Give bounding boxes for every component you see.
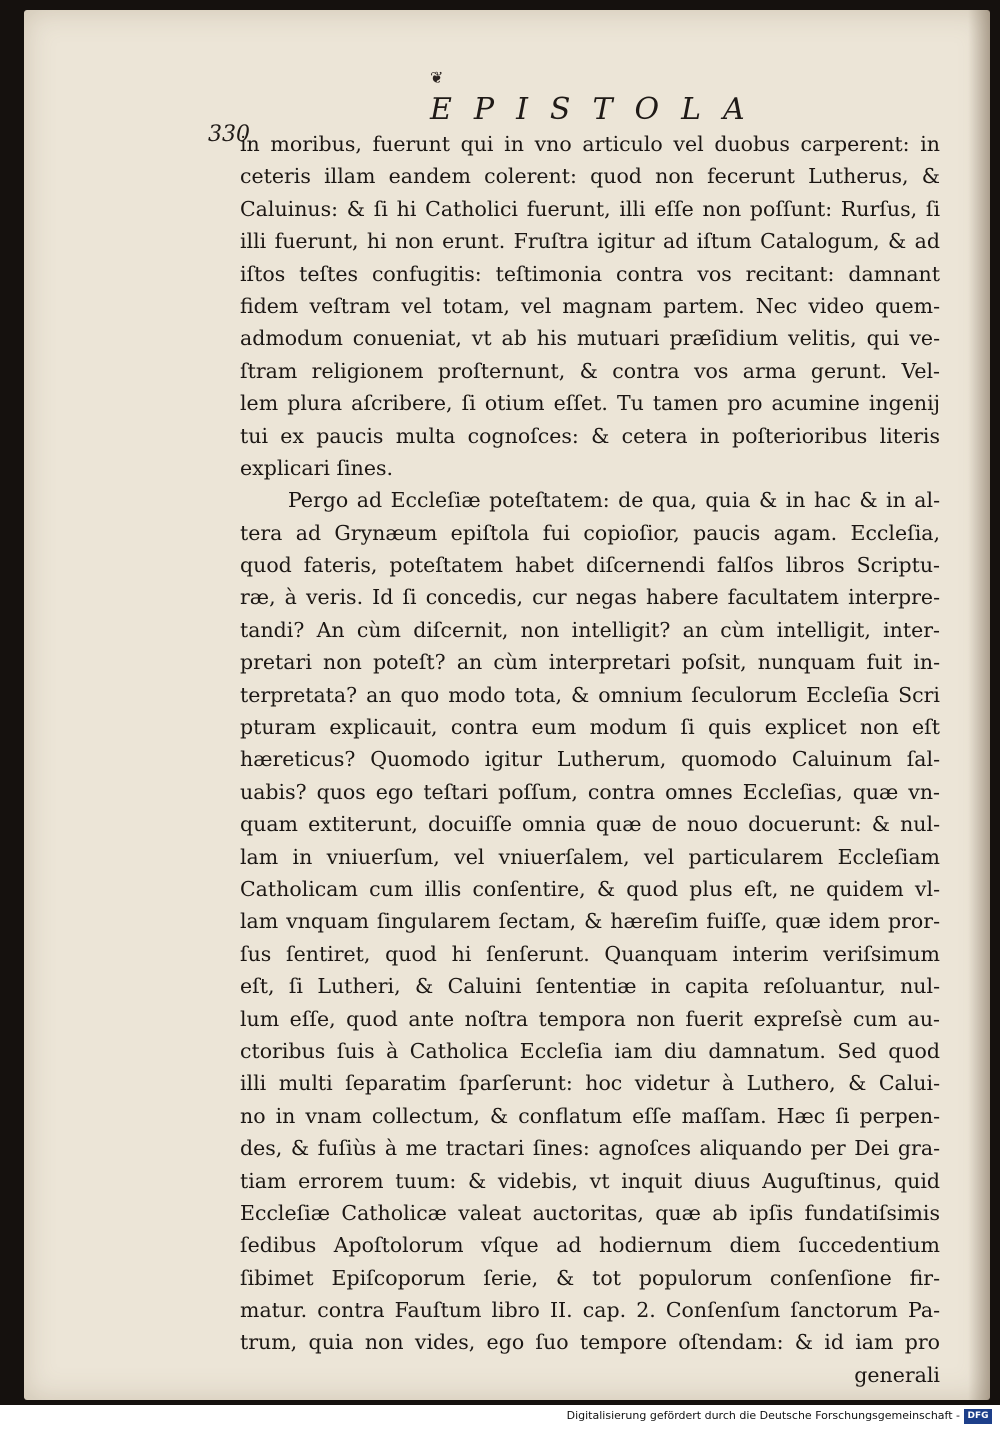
text-line: uabis? quos ego teſtari poſſum, contra omnes Eccleſias, quæ vn- xyxy=(240,779,940,804)
page-edge-shadow xyxy=(968,10,990,1400)
text-line: Caluinus: & ſi hi Catholici fuerunt, illi eſſe non poſſunt: Rurſus, ſi xyxy=(240,196,940,221)
text-line: no in vnam collectum, & conflatum eſſe maſſam. Hæc ſi perpen- xyxy=(240,1103,940,1128)
text-line: ſus ſentiret, quod hi ſenſerunt. Quanquam interim veriſsimum xyxy=(240,941,940,966)
text-line: fidem veſtram vel totam, vel magnam partem. Nec video quem- xyxy=(240,293,940,318)
text-line: lam vnquam ſingularem ſectam, & hæreſim fuiſſe, quæ idem pror- xyxy=(240,909,940,934)
text-line: ſedibus Apoſtolorum vſque ad hodiernum diem ſuccedentium xyxy=(240,1233,940,1258)
dfg-logo: DFG xyxy=(964,1409,992,1424)
text-line: ſibimet Epiſcoporum ſerie, & tot populorum conſenſione fir- xyxy=(240,1265,940,1290)
ornament-icon: ❦ xyxy=(430,68,444,87)
text-line: des, & fuſiùs à me tractari ſines: agnoſces aliquando per Dei gra- xyxy=(240,1136,940,1161)
text-line: ſtram religionem proſternunt, & contra vos arma gerunt. Vel- xyxy=(240,358,940,383)
text-line: ceteris illam eandem colerent: quod non fecerunt Lutherus, & xyxy=(240,164,940,189)
text-line: Catholicam cum illis conſentire, & quod plus eſt, ne quidem vl- xyxy=(240,876,940,901)
text-line: ræ, à veris. Id ſi concedis, cur negas habere facultatem interpre- xyxy=(240,585,940,610)
text-line: iſtos teſtes confugitis: teſtimonia contra vos recitant: damnant xyxy=(240,261,940,286)
text-line: tui ex paucis multa cognoſces: & cetera in poſterioribus literis xyxy=(240,423,940,448)
text-line: tera ad Grynæum epiſtola fui copioſior, paucis agam. Eccleſia, xyxy=(240,520,940,545)
running-head: EPISTOLA xyxy=(430,92,767,127)
footer-bar xyxy=(0,1405,1000,1429)
text-line: tiam errorem tuum: & videbis, vt inquit diuus Auguſtinus, quid xyxy=(240,1168,940,1193)
text-line: illi fuerunt, hi non erunt. Fruſtra igitur ad iſtum Catalogum, & ad xyxy=(240,229,940,254)
text-line: quam extiterunt, docuiſſe omnia quæ de nouo docuerunt: & nul- xyxy=(240,812,940,837)
body-text xyxy=(240,128,940,1391)
text-line: Eccleſiæ Catholicæ valeat auctoritas, quæ ab ipſis fundatiſsimis xyxy=(240,1200,940,1225)
text-line: trum, quia non vides, ego ſuo tempore oſtendam: & id iam pro xyxy=(240,1330,940,1355)
text-line: pretari non poteſt? an cùm interpretari poſsit, nunquam fuit in- xyxy=(240,650,940,675)
text-line: lum eſſe, quod ante noſtra tempora non fuerit expreſsè cum au- xyxy=(240,1006,940,1031)
paragraph-start-line: Pergo ad Eccleſiæ poteſtatem: de qua, quia & in hac & in al- xyxy=(288,488,940,513)
text-line: hæreticus? Quomodo igitur Lutherum, quomodo Caluinum ſal- xyxy=(240,747,940,772)
text-line: ctoribus ſuis à Catholica Eccleſia iam diu damnatum. Sed quod xyxy=(240,1038,940,1063)
text-line: quod fateris, poteſtatem habet diſcernendi falſos libros Scriptu- xyxy=(240,553,940,578)
funding-credit: Digitalisierung gefördert durch die Deutsche Forschungsgemeinschaft - xyxy=(566,1409,960,1422)
text-line: lem plura aſcribere, ſi otium eſſet. Tu tamen pro acumine ingenij xyxy=(240,391,940,416)
text-line: lam in vniuerſum, vel vniuerſalem, vel particularem Eccleſiam xyxy=(240,844,940,869)
text-line: matur. contra Fauſtum libro II. cap. 2. Conſenſum ſanctorum Pa- xyxy=(240,1298,940,1323)
text-line: explicari ſines. xyxy=(240,455,394,480)
text-line: illi multi ſeparatim ſparſerunt: hoc videtur à Luthero, & Calui- xyxy=(240,1071,940,1096)
text-line: admodum conueniat, vt ab his mutuari præſidium velitis, qui ve- xyxy=(240,326,940,351)
text-line: tandi? An cùm diſcernit, non intelligit? an cùm intelligit, inter- xyxy=(240,617,940,642)
catchword: generali xyxy=(854,1362,940,1387)
text-line: eſt, ſi Lutheri, & Caluini ſententiæ in capita reſoluantur, nul- xyxy=(240,974,940,999)
text-line: terpretata? an quo modo tota, & omnium ſeculorum Eccleſia Scri xyxy=(240,682,940,707)
text-line: in moribus, fuerunt qui in vno articulo vel duobus carperent: in xyxy=(240,132,940,156)
text-line: pturam explicauit, contra eum modum ſi quis explicet non eſt xyxy=(240,715,940,740)
page-number: 330 xyxy=(208,122,250,147)
